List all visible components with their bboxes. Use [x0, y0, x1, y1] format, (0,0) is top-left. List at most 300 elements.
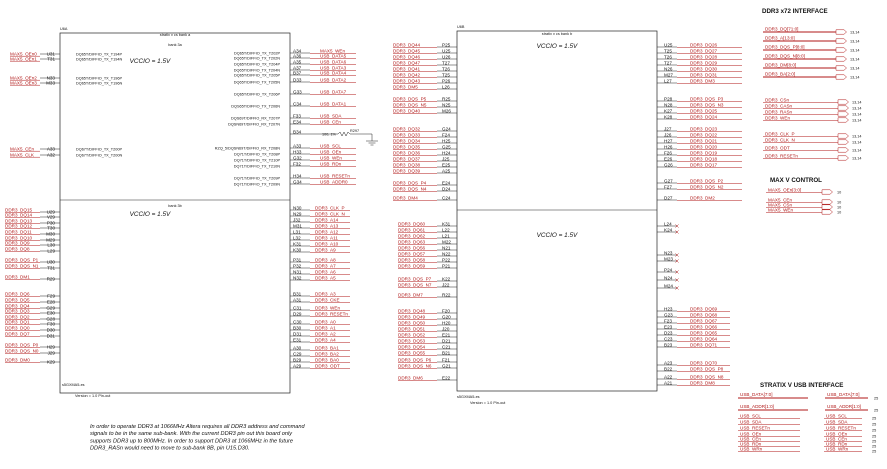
net-label: DDR3_DQ57: [398, 251, 426, 257]
sub-bank-label: bank 3b: [168, 204, 182, 208]
bus-label: DDR3_DQ[71:0]: [765, 26, 799, 32]
net-label: DDR3_DQ32: [393, 126, 421, 132]
net-label: DDR3_CLK_N: [315, 211, 345, 217]
net-label: USB_SDA: [740, 419, 762, 425]
pin-function: DQ71T/DIFFIO_TX_T209N: [233, 182, 280, 187]
net-label: DDR3_DQ24: [690, 114, 718, 120]
pin-number: A32: [46, 152, 55, 158]
pin-number: P26: [442, 78, 451, 84]
net-label: DDR3_CLK_P: [765, 131, 795, 137]
net-label: USB_CEn: [320, 119, 341, 125]
off-sheet-flag: [822, 205, 833, 209]
design-note-line: In order to operate DDR3 at 1066MHz Altera requires all DDR3 address and command: [90, 424, 305, 430]
pin-number: K31: [293, 241, 302, 247]
pin-number: G23: [664, 312, 673, 318]
pin-number: A33: [46, 146, 55, 152]
off-sheet-flag: [838, 134, 849, 138]
fpga-bank-3a-symbol: [60, 33, 290, 393]
net-label: DDR3_DQS_P1: [5, 257, 39, 263]
part-number: s5GXMA5-es: [62, 383, 85, 387]
vccio-label: VCCIO = 1.5V: [129, 58, 171, 65]
pin-number: N29: [293, 211, 302, 217]
net-label: DDR3_ODT: [765, 145, 790, 151]
net-label: DDR3_A0: [315, 319, 336, 325]
net-label: DDR3_DQ53: [398, 338, 426, 344]
sheet-ref: 25: [872, 439, 877, 444]
pin-number: P30: [46, 220, 55, 226]
version-label: Version = 1.0 Pin-out: [75, 394, 111, 398]
off-sheet-flag: [822, 200, 833, 204]
design-note-line: DDR3_RASn would need to move to sub-bank 8B, pin U15.D30.: [90, 445, 250, 452]
net-label: DDR3_DQ47: [393, 60, 421, 66]
design-note: [90, 424, 306, 452]
net-label: DDR3_DQ48: [398, 308, 426, 314]
net-label: DDR3_DQ37: [393, 156, 421, 162]
net-label: DDR3_DQS_P4: [393, 180, 427, 186]
pin-number: K24: [664, 227, 673, 233]
pin-number: F26: [664, 150, 672, 156]
pin-number: B31: [293, 291, 302, 297]
symbol-title: stratix v cs bank b: [541, 32, 573, 36]
sheet-ref: 13,14: [852, 118, 862, 123]
net-label: USB_DATA4: [320, 70, 347, 76]
pin-number: M27: [664, 72, 673, 78]
net-label: DDR3_DQ15: [5, 207, 33, 213]
pin-number: D23: [664, 330, 673, 336]
pin-number: F29: [47, 293, 55, 299]
net-label: USB_CEn: [740, 436, 761, 442]
pin-function: DQS69T/DIFFIO_RX_T207P: [231, 116, 280, 121]
pin-number: C29: [293, 351, 302, 357]
pin-function: DQ65T/DIFFIO_TX_T202P: [234, 51, 280, 56]
pin-number: P32: [293, 263, 302, 269]
pin-number: D31: [293, 331, 302, 337]
net-label: DDR3_DQ1: [5, 319, 30, 325]
pin-number: A30: [293, 345, 302, 351]
net-label: USB_ADDR0: [320, 179, 348, 185]
net-label: DDR3_DQ31: [690, 72, 718, 78]
pin-number: T31: [47, 265, 55, 271]
net-label: USB_OEn: [320, 149, 342, 155]
pin-number: B37: [293, 70, 302, 76]
pin-number: D33: [293, 77, 302, 83]
net-label: DDR3_DQ23: [690, 126, 718, 132]
sheet-ref: 13,14: [852, 140, 862, 145]
bus-label: USB_DATA[7:0]: [740, 392, 773, 398]
section-title: STRATIX V USB INTERFACE: [760, 382, 844, 389]
pin-number: E24: [442, 180, 451, 186]
sheet-ref: 10: [837, 210, 842, 215]
resistor-ref: R297: [350, 129, 360, 133]
sheet-ref: 25: [872, 416, 877, 421]
net-label: DDR3_A8: [315, 257, 336, 263]
pin-function: DQ65T/DIFFIO_TX_T196P: [76, 76, 122, 81]
net-label: DDR3_DQ45: [393, 48, 421, 54]
net-label: DDR3_DQS_N6: [398, 363, 432, 369]
pin-number: T25: [664, 48, 672, 54]
sheet-ref: 10: [837, 190, 842, 195]
net-label: DDR3_BA0: [315, 357, 339, 363]
pin-number: J22: [442, 282, 450, 288]
net-label: DDR3_CASn: [765, 103, 793, 109]
pin-number: P25: [442, 42, 451, 48]
pin-number: G25: [442, 144, 451, 150]
bus-label: DDR3_DQS_P[8:0]: [765, 44, 805, 50]
net-label: DDR3_DQ19: [690, 150, 718, 156]
sheet-ref: 25: [872, 444, 877, 449]
symbol-ref: U6A: [60, 27, 68, 31]
pin-number: L31: [293, 229, 301, 235]
bus-label: DDR3_A[13:0]: [765, 35, 795, 41]
section-title: MAX V CONTROL: [770, 177, 822, 184]
pin-number: N21: [442, 245, 451, 251]
net-label: MAX5_CEn: [768, 197, 793, 203]
pin-function: DQ71T/DIFFIO_TX_T209P: [234, 176, 280, 181]
pin-number: D27: [664, 195, 673, 201]
sheet-ref: 25: [872, 422, 877, 427]
pin-number: F20: [442, 308, 450, 314]
pin-number: P28: [664, 96, 673, 102]
net-label: MAX5_WEn: [320, 48, 346, 54]
net-label: DDR3_DQ52: [398, 332, 426, 338]
pin-number: M29: [46, 237, 55, 243]
pin-number: T31: [47, 56, 55, 62]
pin-number: N23: [664, 250, 673, 256]
off-sheet-flag: [838, 148, 849, 152]
pin-number: U25: [664, 42, 673, 48]
net-label: DDR3_DQ55: [398, 350, 426, 356]
pin-number: P24: [664, 267, 673, 273]
net-label: DDR3_DQ50: [398, 320, 426, 326]
net-label: DDR3_DQS_N0: [5, 348, 39, 354]
pin-number: U25: [442, 48, 451, 54]
pin-number: J25: [442, 156, 450, 162]
pin-number: G27: [664, 178, 673, 184]
net-label: DDR3_A13: [315, 223, 339, 229]
section-title: DDR3 x72 INTERFACE: [762, 8, 828, 15]
pin-number: L29: [47, 248, 55, 254]
pin-function: DQ71T/DIFFIO_TX_T210N: [233, 164, 280, 169]
net-label: DDR3_DQ30: [690, 66, 718, 72]
pin-number: A23: [664, 360, 673, 366]
net-label: DDR3_A9: [315, 247, 336, 253]
net-label: DDR3_DQS_P6: [398, 357, 432, 363]
bus-label: USB_ADDR[1:0]: [740, 404, 774, 410]
pin-number: K30: [293, 247, 302, 253]
off-sheet-flag: [822, 210, 833, 214]
net-label: DDR3_CLK_N: [765, 137, 795, 143]
net-label: DDR3_CLK_P: [315, 205, 345, 211]
net-label: USB_DATA3: [320, 65, 347, 71]
net-label: MAX5_CSn: [768, 202, 793, 208]
pin-number: A25: [442, 168, 451, 174]
net-label: DDR3_DQ61: [398, 227, 426, 233]
pin-number: G26: [664, 162, 673, 168]
net-label: DDR3_DM7: [398, 292, 423, 298]
pin-function: DQ67T/DIFFIO_TX_T200P: [76, 147, 122, 152]
net-label: DDR3_DQ14: [5, 212, 33, 218]
net-label: DDR3_A14: [315, 217, 339, 223]
bus-label: USB_DATA[7:0]: [827, 392, 860, 398]
net-label: DDR3_DQ25: [690, 108, 718, 114]
pin-number: L30: [47, 242, 55, 248]
version-label: Version = 1.0 Pin-out: [470, 401, 506, 405]
pin-number: H33: [293, 149, 302, 155]
net-label: DDR3_DQ67: [690, 318, 718, 324]
pin-number: F27: [664, 184, 672, 190]
net-label: DDR3_DQ59: [398, 263, 426, 269]
net-label: DDR3_DM5: [393, 84, 418, 90]
net-label: DDR3_DQ10: [5, 235, 33, 241]
net-label: DDR3_DQ0: [5, 325, 30, 331]
net-label: DDR3_DQ22: [690, 132, 718, 138]
pin-number: L26: [442, 84, 450, 90]
net-label: USB_RDn: [320, 161, 342, 167]
off-sheet-flag: [838, 106, 849, 110]
sub-bank-label: bank 3a: [168, 43, 182, 47]
net-label: DDR3_RESETn: [315, 311, 348, 317]
sheet-ref: 13,14: [850, 48, 860, 53]
net-label: DDR3_DQS_N1: [5, 263, 39, 269]
pin-number: B22: [664, 366, 673, 372]
pin-number: N26: [664, 66, 673, 72]
pin-number: A22: [664, 374, 673, 380]
net-label: DDR3_A6: [315, 269, 336, 275]
pin-number: F23: [664, 318, 672, 324]
pin-number: H24: [442, 150, 451, 156]
pin-number: C31: [293, 305, 302, 311]
pin-number: M23: [664, 256, 673, 262]
pin-number: D30: [46, 327, 55, 333]
net-label: MAX5_OEn0: [10, 51, 37, 57]
net-label: DDR3_DQ68: [690, 312, 718, 318]
pin-number: F21: [442, 357, 450, 363]
pin-function: DQ65T/DIFFIO_TX_T205N: [233, 80, 280, 85]
net-label: DDR3_DQ28: [690, 54, 718, 60]
pin-number: B21: [442, 350, 451, 356]
net-label: USB_SCL: [320, 143, 341, 149]
net-label: DDR3_DQS_P3: [690, 96, 724, 102]
sheet-ref: 13,14: [850, 66, 860, 71]
pin-number: J27: [664, 126, 672, 132]
net-label: DDR3_DQ69: [690, 306, 718, 312]
net-label: DDR3_DQ42: [393, 72, 421, 78]
pin-number: B34: [293, 129, 302, 135]
pin-number: N32: [293, 275, 302, 281]
pin-number: J26: [664, 132, 672, 138]
sheet-ref: 25: [872, 434, 877, 439]
net-label: DDR3_DQ13: [5, 218, 33, 224]
pin-number: E26: [664, 156, 673, 162]
net-label: DDR3_DQ38: [393, 162, 421, 168]
sheet-ref: 10: [837, 205, 842, 210]
pin-function: DQ65T/DIFFIO_TX_T194P: [76, 52, 122, 57]
pin-function: DQ65T/DIFFIO_TX_T194N: [76, 57, 123, 62]
net-label: DDR3_A7: [315, 263, 336, 269]
pin-number: G34: [293, 179, 302, 185]
net-label: DDR3_DQ58: [398, 257, 426, 263]
net-label: USB_RESETn: [320, 173, 350, 179]
net-label: MAX5_OEn2: [10, 75, 37, 81]
net-label: USB_SDA: [320, 113, 342, 119]
pin-function: DQ67T/DIFFIO_TX_T200N: [76, 153, 123, 158]
pin-number: P21: [442, 263, 451, 269]
net-label: DDR3_DM4: [393, 195, 418, 201]
pin-number: G24: [442, 126, 451, 132]
pin-number: C24: [442, 195, 451, 201]
net-label: USB_RESETn: [740, 425, 770, 431]
vccio-label: VCCIO = 1.5V: [536, 43, 578, 50]
pin-number: G32: [293, 155, 302, 161]
pin-number: U29: [46, 209, 55, 215]
net-label: MAX5_CEn: [10, 146, 35, 152]
net-label: DDR3_DQS_N3: [690, 102, 724, 108]
net-label: USB_RDn: [740, 441, 762, 447]
net-label: DDR3_A11: [315, 235, 338, 241]
net-label: USB_DATA2: [320, 77, 347, 83]
pin-number: B29: [293, 357, 302, 363]
sheet-ref: 13,14: [852, 106, 862, 111]
net-label: USB_RDn: [826, 441, 848, 447]
sheet-ref: 13,14: [852, 134, 862, 139]
net-label: USB_SCL: [740, 413, 761, 419]
pin-number: M30: [46, 231, 55, 237]
pin-number: T26: [442, 66, 450, 72]
sheet-ref: 13,14: [852, 112, 862, 117]
pin-number: A21: [664, 380, 673, 386]
net-label: DDR3_A5: [315, 275, 336, 281]
pin-number: F33: [293, 113, 301, 119]
pin-number: G33: [293, 89, 302, 95]
pin-number: A36: [293, 53, 302, 59]
net-label: DDR3_DQ63: [398, 239, 426, 245]
pin-number: T30: [47, 225, 55, 231]
pin-number: U26: [442, 54, 451, 60]
pin-number: D24: [442, 186, 451, 192]
net-label: DDR3_DQ56: [398, 245, 426, 251]
vccio-label: VCCIO = 1.5V: [129, 211, 171, 218]
pin-number: J32: [293, 217, 301, 223]
net-label: DDR3_DQS_P5: [393, 96, 427, 102]
net-label: DDR3_DQ71: [690, 342, 718, 348]
net-label: DDR3_DQS_N8: [690, 374, 724, 380]
net-label: USB_OEn: [826, 431, 848, 437]
net-label: DDR3_DQ35: [393, 144, 421, 150]
pin-number: T26: [664, 54, 672, 60]
net-label: DDR3_DQ7: [5, 331, 30, 337]
pin-number: A31: [293, 297, 302, 303]
pin-number: B30: [293, 325, 302, 331]
pin-function: DQ71T/DIFFIO_TX_T210P: [234, 158, 280, 163]
net-label: DDR3_BA2: [315, 351, 339, 357]
pin-number: C21: [442, 344, 451, 350]
pin-number: T27: [442, 60, 450, 66]
net-label: DDR3_A2: [315, 331, 336, 337]
pin-number: E28: [46, 299, 55, 305]
pin-number: N30: [293, 205, 302, 211]
pin-number: D31: [46, 333, 55, 339]
pin-number: E22: [442, 375, 451, 381]
sheet-ref: 13,14: [852, 148, 862, 153]
pin-number: E21: [442, 332, 451, 338]
net-label: DDR3_DQ5: [5, 297, 30, 303]
net-label: DDR3_DQ43: [393, 78, 421, 84]
net-label: DDR3_DQ18: [690, 156, 718, 162]
pin-number: L21: [442, 233, 450, 239]
sheet-ref: 10: [837, 200, 842, 205]
net-label: DDR3_DQ21: [690, 138, 718, 144]
net-label: USB_WRn: [740, 446, 763, 452]
pin-number: M26: [442, 108, 451, 114]
net-label: MAX5_OEn3: [10, 80, 37, 86]
pin-number: G28: [46, 316, 55, 322]
sheet-ref: 25: [872, 428, 877, 433]
net-label: DDR3_DQ26: [690, 42, 718, 48]
net-label: DDR3_DQ54: [398, 344, 426, 350]
pin-number: P22: [442, 257, 451, 263]
net-label: DDR3_DQ3: [5, 308, 30, 314]
net-label: DDR3_ODT: [315, 363, 340, 369]
net-label: DDR3_BA1: [315, 345, 339, 351]
net-label: DDR3_DQ9: [5, 240, 30, 246]
pin-number: E34: [293, 119, 302, 125]
sheet-ref: 13,14: [850, 75, 860, 80]
pin-number: H25: [442, 138, 451, 144]
net-label: DDR3_DM0: [5, 357, 30, 363]
net-label: DDR3_DM2: [690, 195, 715, 201]
pin-number: F24: [442, 132, 450, 138]
pin-number: K22: [442, 276, 451, 282]
pin-number: A37: [293, 65, 302, 71]
pin-number: P31: [293, 257, 302, 263]
net-label: DDR3_DQ8: [5, 246, 30, 252]
pin-number: T25: [442, 72, 450, 78]
off-sheet-flag: [838, 118, 849, 122]
net-label: DDR3_DQ36: [393, 150, 421, 156]
net-label: DDR3_DQ64: [690, 336, 718, 342]
net-label: DDR3_DQ6: [5, 291, 30, 297]
net-label: DDR3_DQ11: [5, 229, 32, 235]
pin-number: M33: [46, 80, 55, 86]
net-label: USB_OEn: [740, 431, 762, 437]
net-label: DDR3_DQS_N5: [393, 102, 427, 108]
net-label: DDR3_DQ62: [398, 233, 426, 239]
net-label: USB_WRn: [826, 446, 849, 452]
pin-number: B23: [664, 342, 673, 348]
off-sheet-flag: [822, 190, 833, 194]
off-sheet-flag: [836, 30, 847, 34]
pin-number: N33: [46, 75, 55, 81]
pin-number: V29: [46, 214, 55, 220]
pin-number: N31: [293, 269, 302, 275]
net-label: DDR3_DM1: [5, 274, 30, 280]
pin-number: E31: [293, 337, 302, 343]
symbol-title: stratix v cs bank a: [159, 33, 191, 37]
pin-number: R25: [442, 96, 451, 102]
pin-number: M22: [442, 239, 451, 245]
net-label: DDR3_DM8: [690, 380, 715, 386]
net-label: DDR3_A10: [315, 241, 339, 247]
pin-number: D21: [442, 338, 451, 344]
net-label: DDR3_DQ17: [690, 162, 718, 168]
net-label: DDR3_DQ60: [398, 221, 426, 227]
pin-number: N22: [442, 251, 451, 257]
net-label: USB_CEn: [826, 436, 847, 442]
pin-number: C34: [293, 101, 302, 107]
net-label: DDR3_DQ2: [5, 314, 30, 320]
net-label: USB_DATA6: [320, 59, 347, 65]
bus-label: USB_ADDR[1:0]: [827, 404, 861, 410]
